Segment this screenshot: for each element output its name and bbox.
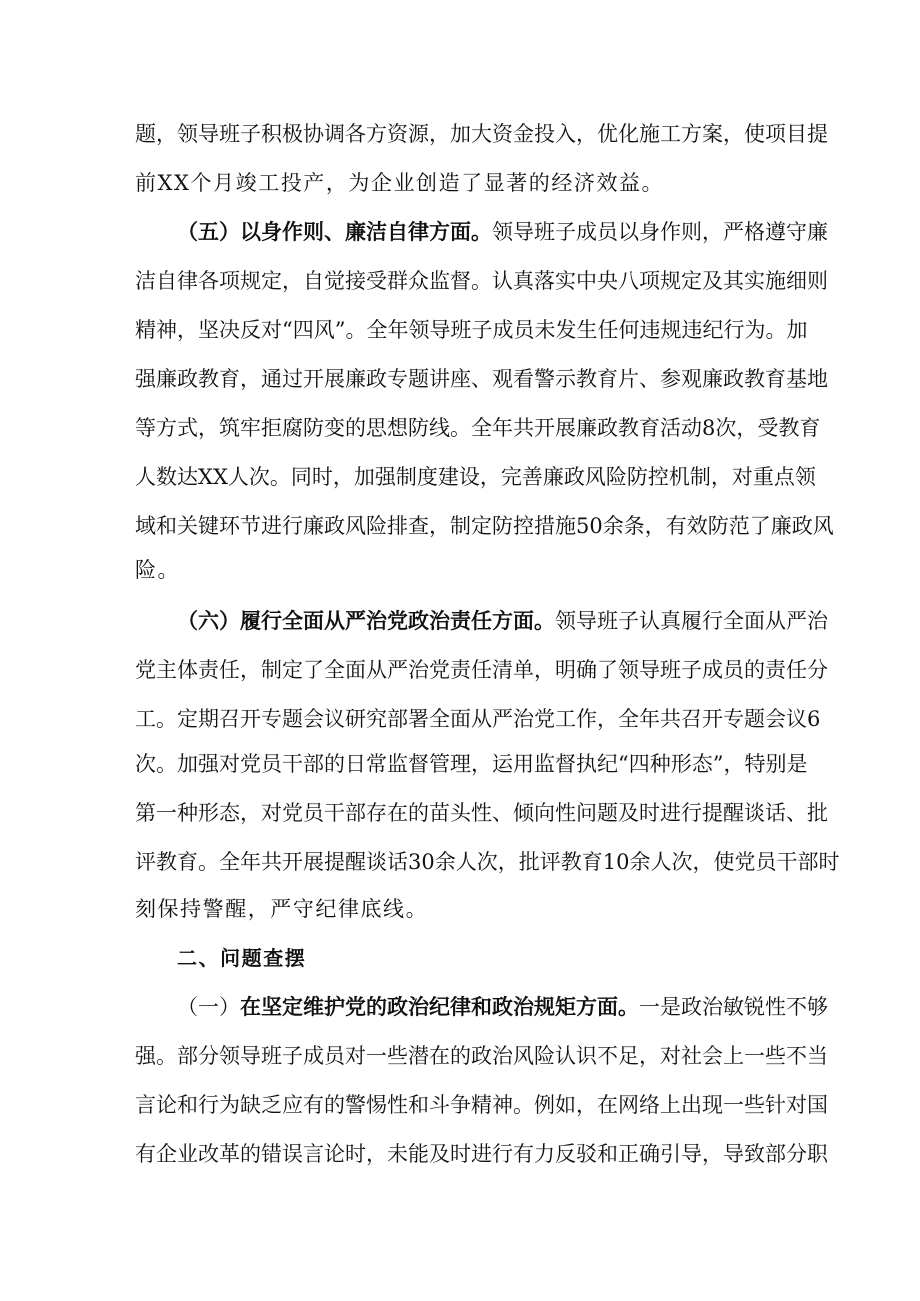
problem-1-prefix: （一） [177,995,240,1019]
paragraph-6-title: （六）履行全面从严治党政治责任方面。 [177,608,555,633]
paragraph-5-title: （五）以身作则、廉洁自律方面。 [177,219,492,244]
paragraph-line: 精神，坚决反对“四风”。全年领导班子成员未发生任何违规违纪行为。加 [135,318,808,342]
paragraph-6-text: 领导班子认真履行全面从严治 [555,609,828,633]
paragraph-line: 言论和行为缺乏应有的警惕性和斗争精神。例如，在网络上出现一些针对国 [135,1093,828,1117]
paragraph-line: 等方式，筑牢拒腐防变的思想防线。全年共开展廉政教育活动8次，受教育 [135,416,821,440]
section-heading: 二、问题查摆 [177,946,307,970]
paragraph-line: 题，领导班子积极协调各方资源，加大资金投入，优化施工方案，使项目提 [135,122,828,146]
paragraph-5-first-line [177,214,828,250]
paragraph-line: 前XX个月竣工投产，为企业创造了显著的经济效益。 [135,171,665,195]
paragraph-line: 人数达XX人次。同时，加强制度建设，完善廉政风险防控机制，对重点领 [135,465,816,489]
paragraph-line: 党主体责任，制定了全面从严治党责任清单，明确了领导班子成员的责任分 [135,658,828,682]
paragraph-line: 强廉政教育，通过开展廉政专题讲座、观看警示教育片、参观廉政教育基地 [135,367,828,391]
paragraph-line: 洁自律各项规定，自觉接受群众监督。认真落实中央八项规定及其实施细则 [135,269,828,293]
problem-1-text: 一是政治敏锐性不够 [639,995,828,1019]
problem-1-first-line [177,989,828,1025]
paragraph-line: 有企业改革的错误言论时，未能及时进行有力反驳和正确引导，导致部分职 [135,1142,828,1166]
paragraph-line: 域和关键环节进行廉政风险排查，制定防控措施50余条，有效防范了廉政风 [135,514,834,538]
paragraph-line: 强。部分领导班子成员对一些潜在的政治风险认识不足，对社会上一些不当 [135,1044,828,1068]
paragraph-line: 评教育。全年共开展提醒谈话30余人次，批评教育10余人次，使党员干部时 [135,850,840,874]
paragraph-5-text: 领导班子成员以身作则，严格遵守廉 [492,220,828,244]
paragraph-line: 次。加强对党员干部的日常监督管理，运用监督执纪“四种形态”，特别是 [135,752,808,776]
paragraph-line: 第一种形态，对党员干部存在的苗头性、倾向性问题及时进行提醒谈话、批 [135,801,828,825]
paragraph-line: 工。定期召开专题会议研究部署全面从严治党工作，全年共召开专题会议6 [135,707,821,731]
paragraph-6-first-line [177,603,828,639]
paragraph-line: 险。 [135,558,181,582]
problem-1-title: 在坚定维护党的政治纪律和政治规矩方面。 [240,994,639,1019]
paragraph-line: 刻保持警醒，严守纪律底线。 [135,897,429,921]
